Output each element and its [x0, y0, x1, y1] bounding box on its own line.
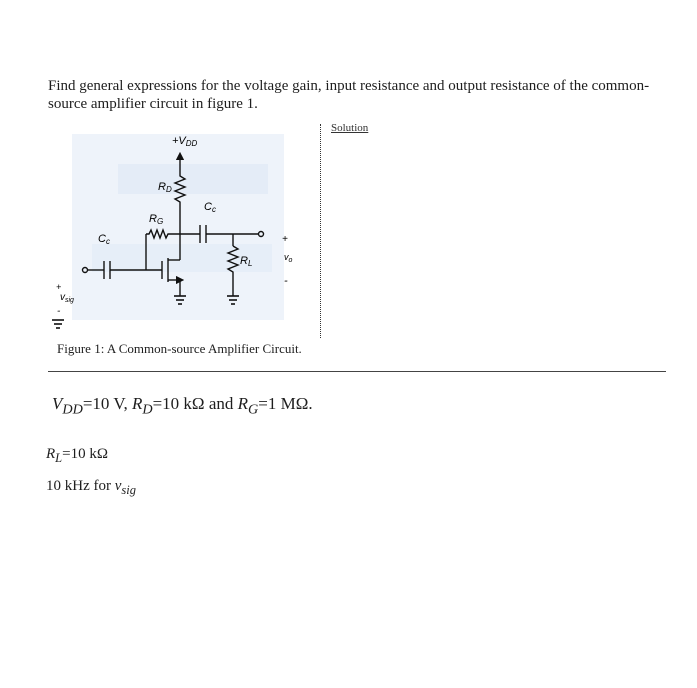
cc-out-label: Cc: [204, 201, 216, 214]
solution-link[interactable]: Solution: [331, 122, 369, 134]
vdd-subscript: DD: [62, 401, 83, 418]
cc-in-label: Cc: [98, 233, 110, 246]
rl-symbol: R: [46, 446, 56, 462]
dotted-divider: [320, 124, 321, 338]
rd-subscript: D: [142, 401, 153, 418]
horizontal-rule: [48, 371, 666, 372]
vsig-symbol: v: [114, 478, 122, 494]
signal-frequency: [46, 478, 136, 498]
vdd-value: =10 V,: [82, 394, 132, 413]
vdd-symbol: V: [52, 394, 63, 413]
rl-subscript: L: [55, 451, 63, 465]
vo-plus: +: [282, 234, 288, 245]
rd-symbol: R: [131, 394, 143, 413]
watermark-box: [72, 134, 284, 320]
rg-value: =1 MΩ.: [258, 394, 313, 413]
vsig-subscript: sig: [121, 483, 136, 497]
vo-label: $v_o$: [284, 252, 293, 264]
watermark-bar: [118, 164, 268, 194]
rg-subscript: G: [248, 401, 259, 418]
rd-value: =10 kΩ and: [152, 394, 238, 413]
vo-minus: -: [284, 275, 288, 287]
frequency-text: 10 kHz for: [46, 478, 115, 494]
vsig-label: $v_{sig}$: [60, 292, 74, 304]
vsig-plus: +: [56, 282, 62, 292]
rg-label: RG: [149, 213, 164, 226]
rl-value: =10 kΩ: [62, 446, 108, 462]
vdd-label: +VDD: [172, 135, 198, 148]
vsig-minus: -: [57, 306, 61, 317]
circuit-diagram: [58, 124, 318, 336]
load-resistance: [46, 446, 108, 466]
problem-statement: Find general expressions for the voltage gain, input resistance and output resistance of the common-source amplifier circuit in figure 1.: [48, 78, 650, 112]
rg-symbol: R: [237, 394, 249, 413]
rl-label: RL: [240, 255, 253, 268]
ground-signal: [52, 320, 64, 328]
given-values: [52, 394, 313, 418]
rd-label: RD: [158, 181, 172, 194]
figure-caption: Figure 1: A Common-source Amplifier Circuit.: [57, 341, 302, 356]
